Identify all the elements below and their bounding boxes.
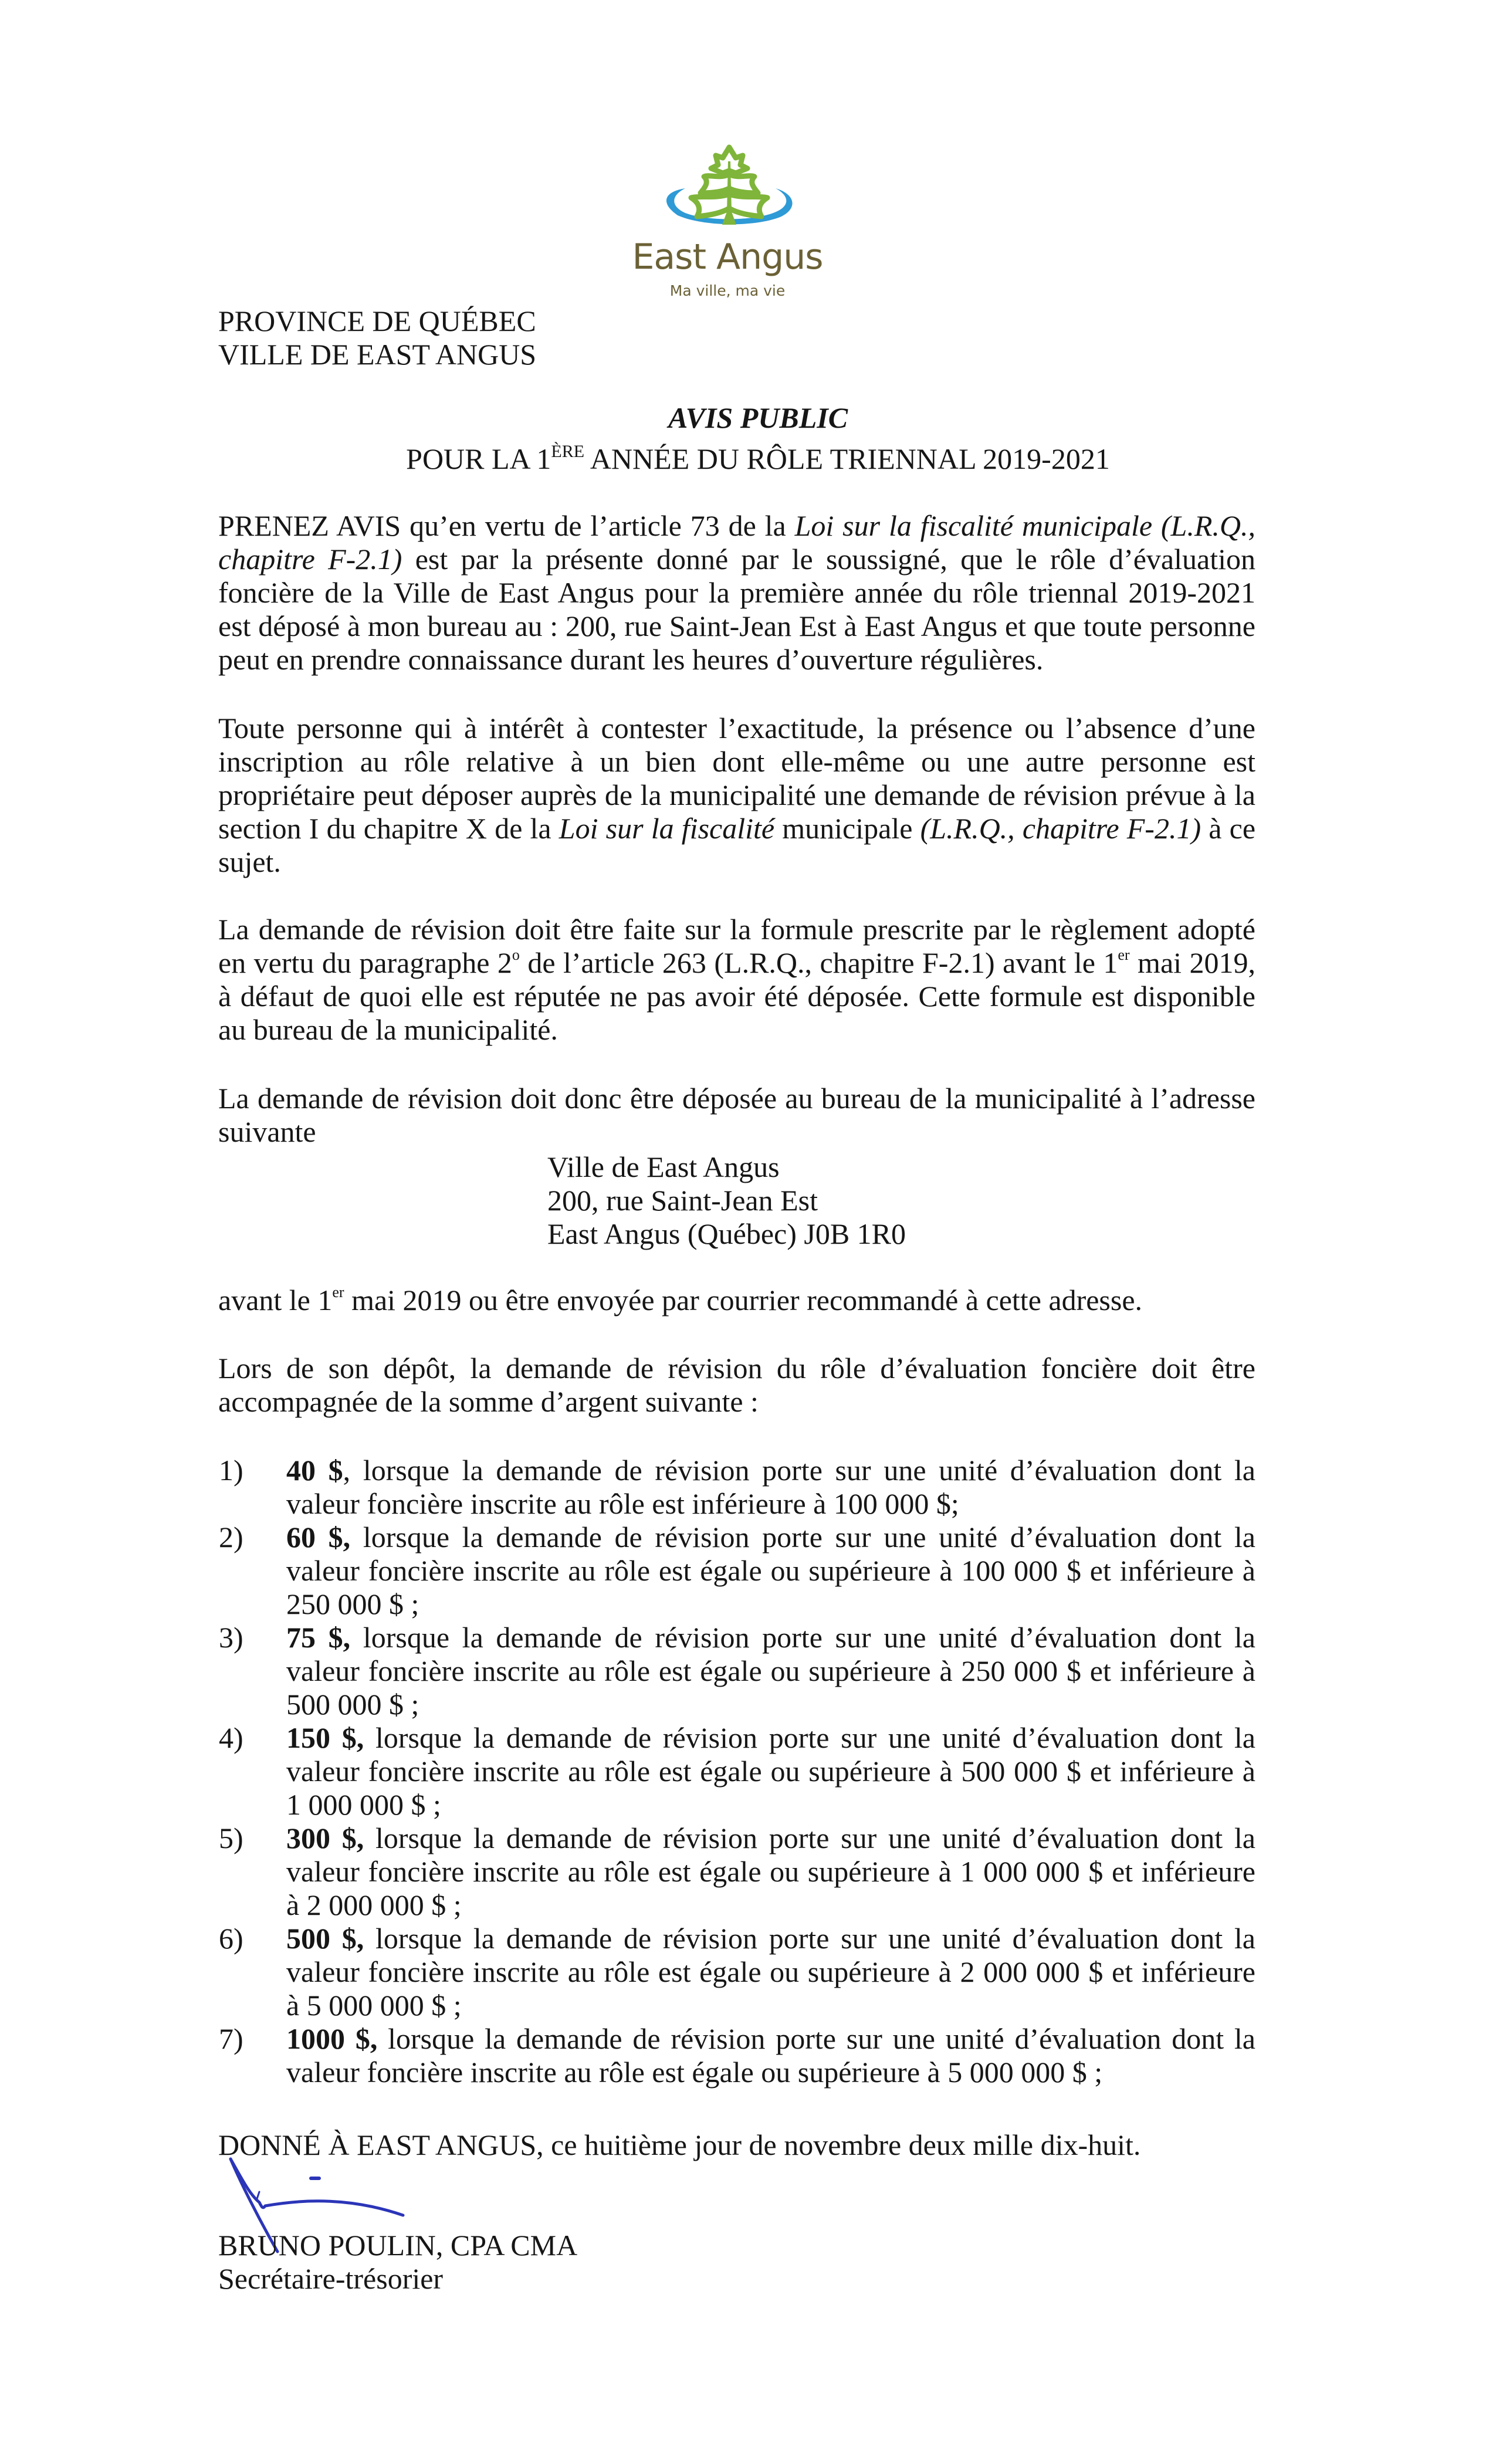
notice-subtitle	[218, 442, 1298, 476]
italic-citation: Loi sur la fiscalité	[559, 812, 775, 845]
text-run: section I du chapitre X de la	[218, 812, 559, 845]
text-run: La demande de révision doit être faite sur la formule prescrite par le règlement adopté	[218, 913, 1255, 946]
header-province: PROVINCE DE QUÉBEC	[218, 304, 536, 337]
text-line	[286, 1788, 1255, 1822]
text-line	[286, 1989, 1255, 2022]
address-block	[547, 1150, 906, 1251]
fee-item-number: 2)	[219, 1521, 243, 1553]
signatory-role: Secrétaire-trésorier	[218, 2262, 444, 2295]
paragraph-avis	[218, 509, 1255, 676]
text-run: , lorsque la demande de révision porte sur une unité d’évaluation dont la	[343, 1454, 1256, 1487]
text-run: à ce	[1201, 812, 1256, 845]
text-run: au bureau de la municipalité.	[218, 1013, 558, 1046]
text-run: valeur foncière inscrite au rôle est égale ou supérieure à 250 000 $ et inférieure à	[286, 1654, 1255, 1687]
text-line	[218, 1352, 1255, 1385]
fee-amount: 300 $,	[286, 1822, 364, 1854]
fee-item-number: 4)	[219, 1721, 243, 1754]
tree-water-emblem-icon	[622, 138, 833, 238]
fee-item-number: 5)	[219, 1822, 243, 1854]
given-at-text: DONNÉ À EAST ANGUS, ce huitième jour de novembre deux mille dix-huit.	[218, 2128, 1141, 2161]
text-line	[218, 509, 1255, 543]
italic-citation: chapitre F-2.1)	[218, 543, 402, 576]
text-line	[286, 1454, 1255, 1487]
text-run: lorsque la demande de révision porte sur une unité d’évaluation dont la	[364, 1721, 1256, 1754]
text-run: lorsque la demande de révision porte sur une unité d’évaluation dont la	[364, 1822, 1256, 1854]
text-line	[218, 610, 1255, 643]
italic-citation: (L.R.Q., chapitre F-2.1)	[920, 812, 1201, 845]
text-line	[218, 712, 1255, 745]
text-line	[218, 643, 1255, 676]
subtitle-superscript: ÈRE	[551, 442, 585, 461]
text-run: valeur foncière inscrite au rôle est égale ou supérieure à 2 000 000 $ et inférieure	[286, 1955, 1255, 1988]
text-run: 250 000 $ ;	[286, 1588, 419, 1620]
logo-tagline: Ma ville, ma vie	[669, 282, 786, 299]
text-run: lorsque la demande de révision porte sur une unité d’évaluation dont la	[350, 1621, 1256, 1654]
signatory-name: BRUNO POULIN, CPA CMA	[218, 2229, 578, 2262]
fee-item	[218, 1454, 1255, 1521]
text-run: mai 2019 ou être envoyée par courrier recommandé à cette adresse.	[344, 1284, 1143, 1316]
text-line	[218, 1385, 1255, 1419]
fee-amount: 60 $,	[286, 1521, 351, 1553]
text-run: valeur foncière inscrite au rôle est égale ou supérieure à 1 000 000 $ et inférieure	[286, 1855, 1255, 1888]
signatory-block	[218, 2229, 577, 2296]
text-run: à 2 000 000 $ ;	[286, 1888, 462, 1921]
header-block	[218, 304, 536, 371]
text-line	[218, 543, 1255, 576]
address-line: 200, rue Saint-Jean Est	[547, 1184, 818, 1217]
fee-amount: 150 $,	[286, 1721, 364, 1754]
text-line	[286, 1855, 1255, 1888]
text-line	[286, 2056, 1255, 2089]
fee-item-number: 7)	[219, 2022, 243, 2055]
text-line	[286, 1922, 1255, 1955]
text-run: La demande de révision doit donc être déposée au bureau de la municipalité à l’adresse	[218, 1082, 1255, 1115]
ordinal-superscript: er	[1118, 946, 1130, 963]
text-line	[286, 1487, 1255, 1521]
ordinal-superscript: er	[332, 1284, 344, 1301]
header-ville: VILLE DE EAST ANGUS	[218, 338, 537, 371]
address-line: Ville de East Angus	[547, 1150, 780, 1183]
text-run: est par la présente donné par le soussigné, que le rôle d’évaluation	[402, 543, 1255, 576]
fee-list	[218, 1454, 1255, 2089]
text-line	[286, 1955, 1255, 1989]
paragraph-avant	[218, 1284, 1255, 1317]
text-run: valeur foncière inscrite au rôle est égale ou supérieure à 5 000 000 $ ;	[286, 2056, 1103, 2089]
fee-item-text	[286, 1822, 1255, 1922]
fee-item-text	[286, 2022, 1255, 2089]
fee-item-text	[286, 1621, 1255, 1721]
text-run: à défaut de quoi elle est réputée ne pas avoir été déposée. Cette formule est disponible	[218, 980, 1255, 1013]
text-run: Toute personne qui à intérêt à contester l’exactitude, la présence ou l’absence d’une	[218, 712, 1255, 744]
text-line	[218, 576, 1255, 610]
subtitle-prefix: POUR LA 1	[406, 442, 551, 475]
text-run: lorsque la demande de révision porte sur une unité d’évaluation dont la	[364, 1922, 1256, 1955]
text-line	[218, 980, 1255, 1013]
text-run: foncière de la Ville de East Angus pour la première année du rôle triennal 2019-2021	[218, 576, 1255, 609]
address-line: East Angus (Québec) J0B 1R0	[547, 1217, 906, 1250]
ordinal-superscript: o	[512, 946, 520, 963]
paragraph-formule	[218, 913, 1255, 1047]
text-run: propriétaire peut déposer auprès de la municipalité une demande de révision prévue à la	[218, 779, 1255, 811]
fee-item	[218, 1721, 1255, 1822]
fee-amount: 75 $,	[286, 1621, 351, 1654]
text-line	[286, 2022, 1255, 2056]
fee-item	[218, 1822, 1255, 1922]
fee-amount: 500 $,	[286, 1922, 364, 1955]
fee-item-text	[286, 1721, 1255, 1822]
text-line	[218, 1082, 1255, 1115]
text-run: lorsque la demande de révision porte sur une unité d’évaluation dont la	[350, 1521, 1256, 1553]
text-line	[218, 946, 1255, 980]
italic-citation: Loi sur la fiscalité municipale (L.R.Q.,	[794, 509, 1255, 542]
fee-item-number: 6)	[219, 1922, 243, 1955]
text-run: valeur foncière inscrite au rôle est égale ou supérieure à 100 000 $ et inférieure à	[286, 1554, 1255, 1587]
fee-item	[218, 2022, 1255, 2089]
text-line	[286, 1755, 1255, 1788]
text-run: accompagnée de la somme d’argent suivante :	[218, 1385, 759, 1418]
text-run: suivante	[218, 1115, 316, 1148]
text-run: à 5 000 000 $ ;	[286, 1989, 462, 2022]
paragraph-somme	[218, 1352, 1255, 1419]
text-run: mai 2019,	[1129, 946, 1255, 979]
text-line	[286, 1554, 1255, 1588]
text-run: valeur foncière inscrite au rôle est égale ou supérieure à 500 000 $ et inférieure à	[286, 1755, 1255, 1788]
text-line	[218, 779, 1255, 812]
subtitle-suffix: ANNÉE DU RÔLE TRIENNAL 2019-2021	[584, 442, 1110, 475]
text-run: Lors de son dépôt, la demande de révision du rôle d’évaluation foncière doit être	[218, 1352, 1255, 1385]
text-line	[286, 1654, 1255, 1688]
text-line	[218, 913, 1255, 946]
fee-item-text	[286, 1922, 1255, 2022]
fee-item	[218, 1521, 1255, 1621]
text-run: PRENEZ AVIS qu’en vertu de l’article 73 de la	[218, 509, 795, 542]
text-line	[218, 1284, 1255, 1317]
text-run: municipale	[774, 812, 920, 845]
text-line	[286, 1888, 1255, 1922]
fee-amount: 1000 $,	[286, 2022, 378, 2055]
text-line	[286, 1621, 1255, 1654]
text-run: valeur foncière inscrite au rôle est inférieure à 100 000 $;	[286, 1487, 959, 1520]
fee-item-number: 1)	[219, 1454, 243, 1487]
fee-amount: 40 $	[286, 1454, 343, 1487]
text-run: est déposé à mon bureau au : 200, rue Saint-Jean Est à East Angus et que toute personne	[218, 610, 1255, 642]
text-line	[218, 1013, 1255, 1047]
text-line	[286, 1521, 1255, 1554]
text-run: 1 000 000 $ ;	[286, 1788, 441, 1821]
east-angus-logo	[622, 138, 833, 308]
text-line	[286, 1688, 1255, 1721]
text-run: 500 000 $ ;	[286, 1688, 419, 1721]
fee-item-text	[286, 1521, 1255, 1621]
text-run: avant le 1	[218, 1284, 333, 1316]
text-line	[286, 1721, 1255, 1755]
paragraph-contestation	[218, 712, 1255, 879]
fee-item	[218, 1922, 1255, 2022]
text-run: de l’article 263 (L.R.Q., chapitre F-2.1) avant le 1	[519, 946, 1118, 979]
fee-item	[218, 1621, 1255, 1721]
text-line	[218, 1115, 1255, 1149]
text-line	[218, 745, 1255, 779]
text-line	[218, 845, 1255, 879]
text-run: en vertu du paragraphe 2	[218, 946, 512, 979]
fee-item-number: 3)	[219, 1621, 243, 1654]
notice-title: AVIS PUBLIC	[668, 401, 848, 434]
fee-item-text	[286, 1454, 1255, 1521]
text-run: inscription au rôle relative à un bien dont elle-même ou une autre personne est	[218, 745, 1255, 778]
text-line	[286, 1822, 1255, 1855]
text-run: sujet.	[218, 845, 281, 878]
logo-wordmark: East Angus	[632, 236, 823, 277]
text-line	[286, 1588, 1255, 1621]
text-run: peut en prendre connaissance durant les heures d’ouverture régulières.	[218, 643, 1044, 676]
text-run: lorsque la demande de révision porte sur une unité d’évaluation dont la	[377, 2022, 1256, 2055]
paragraph-depot	[218, 1082, 1255, 1149]
text-line	[218, 812, 1255, 845]
